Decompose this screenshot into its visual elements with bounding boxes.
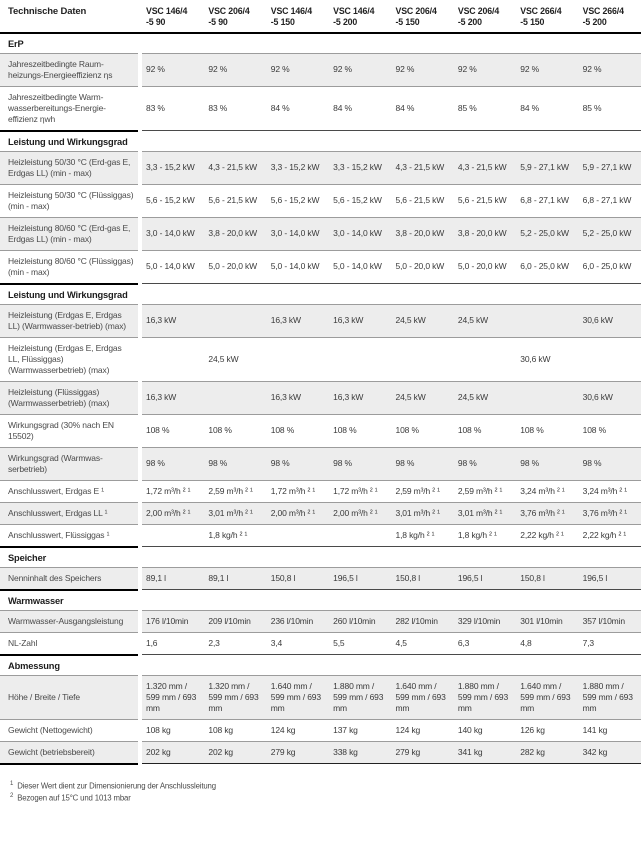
value-cell: 196,5 l [582,572,608,583]
value-cell: 24,5 kW [457,315,489,326]
row-values [142,337,641,381]
value-cell: 98 % [333,458,352,469]
value-cell: 3,3 - 15,2 kW [270,162,320,173]
table-row [0,381,641,414]
row-label: Gewicht (Nettogewicht) [0,719,138,741]
table-row [0,675,641,719]
value-cell: 2,59 m³/h ² ¹ [395,485,440,496]
value-cell: 108 kg [146,724,171,735]
value-cell: 92 % [270,64,290,75]
value-cell: 3,24 m³/h ² ¹ [520,485,565,496]
value-cell: 357 l/10min [582,615,625,626]
value-cell: 84 % [333,102,352,113]
value-cell [142,338,204,381]
table-row [0,304,641,337]
value-cell: 84 % [270,102,290,113]
column-variant: -5 150 [270,17,295,28]
table-row [0,250,641,283]
row-label: Wirkungsgrad (Warmwas-serbetrieb) [0,447,138,480]
column-model: VSC 206/4 [395,6,437,16]
value-cell: 92 % [333,64,352,75]
value-cell: 6,0 - 25,0 kW [520,261,569,272]
value-cell: 3,8 - 20,0 kW [457,228,507,239]
value-cell: 83 % [208,102,228,113]
value-cell: 4,3 - 21,5 kW [457,162,507,173]
section-title: Abmessung [0,654,138,675]
value-cell: 126 kg [520,724,545,735]
footnote [10,779,641,792]
table-row [0,151,641,184]
page-title: Technische Daten [8,6,87,17]
section-header-row [0,654,641,675]
row-label: Heizleistung (Erdgas E, Erdgas LL, Flüssiggas) (Warmwasserbetrieb) (max) [0,337,138,381]
value-cell: 5,0 - 20,0 kW [208,261,257,272]
table-row [0,414,641,447]
row-label: Jahreszeitbedingte Warm-wasserbereitungs-Energie-effizienz ηwh [0,86,138,130]
value-cell: 92 % [520,64,540,75]
table-row [0,719,641,741]
section-header-row [0,130,641,151]
row-values [142,53,641,86]
value-cell: 202 kg [146,746,171,757]
value-cell: 108 % [582,425,606,436]
value-cell: 16,3 kW [333,315,364,326]
table-row [0,53,641,86]
row-label: Heizleistung 80/60 °C (Erd-gas E, Erdgas LL) (min - max) [0,217,138,250]
column-model: VSC 146/4 [146,6,188,16]
section-header-row [0,546,641,567]
column-variant: -5 200 [582,17,607,28]
value-cell: 141 kg [582,724,608,735]
value-cell: 108 % [208,425,232,436]
value-cell: 1.880 mm / 599 mm / 693 mm [333,680,384,713]
table-row [0,86,641,130]
value-cell: 329 l/10min [457,615,501,626]
value-cell: 5,0 - 14,0 kW [333,261,382,272]
value-cell: 196,5 l [457,572,483,583]
value-cell: 236 l/10min [270,615,314,626]
column-header [392,4,454,29]
value-cell: 124 kg [395,724,421,735]
value-cell: 98 % [457,458,477,469]
value-cell: 5,0 - 20,0 kW [395,261,445,272]
row-values [142,184,641,217]
value-cell: 108 % [270,425,295,436]
footnote [10,791,641,804]
value-cell: 5,2 - 25,0 kW [520,228,569,239]
value-cell: 3,76 m³/h ² ¹ [582,507,627,518]
row-label: Anschlusswert, Flüssiggas ¹ [0,524,138,546]
value-cell: 2,00 m³/h ² ¹ [146,507,191,518]
value-cell: 108 % [520,425,544,436]
column-model: VSC 206/4 [457,6,500,16]
value-cell: 2,3 [208,637,220,648]
value-cell: 338 kg [333,746,358,757]
value-cell [267,525,329,546]
value-cell: 98 % [395,458,415,469]
value-cell: 3,01 m³/h ² ¹ [208,507,253,518]
column-variant: -5 200 [457,17,482,28]
row-label: Jahreszeitbedingte Raum-heizungs-Energieeffizienz ηs [0,53,138,86]
value-cell: 98 % [520,458,540,469]
value-cell: 5,0 - 14,0 kW [146,261,195,272]
value-cell: 202 kg [208,746,233,757]
value-cell: 85 % [582,102,602,113]
value-cell: 5,6 - 21,5 kW [395,195,445,206]
table-row [0,480,641,502]
row-label: Heizleistung 50/30 °C (Flüssiggas) (min - max) [0,184,138,217]
value-cell: 150,8 l [270,572,296,583]
value-cell: 5,2 - 25,0 kW [582,228,632,239]
table-row [0,337,641,381]
value-cell: 7,3 [582,637,594,648]
value-cell: 24,5 kW [395,315,426,326]
value-cell [516,305,578,337]
row-label: Anschlusswert, Erdgas LL ¹ [0,502,138,524]
value-cell: 89,1 l [208,572,229,583]
footnote-marker: 1 [10,780,14,787]
value-cell: 24,5 kW [457,392,489,403]
value-cell: 3,76 m³/h ² ¹ [520,507,565,518]
value-cell [579,338,641,381]
section-title: Speicher [0,546,138,567]
column-model: VSC 266/4 [520,6,562,16]
value-cell: 1.880 mm / 599 mm / 693 mm [457,680,509,713]
value-cell: 3,0 - 14,0 kW [270,228,320,239]
value-cell: 4,3 - 21,5 kW [208,162,257,173]
row-values [142,567,641,589]
row-label: Nenninhalt des Speichers [0,567,138,589]
row-values [142,719,641,741]
row-label: Heizleistung 80/60 °C (Flüssiggas) (min - max) [0,250,138,283]
table-row [0,632,641,654]
table-row [0,610,641,632]
value-cell: 1.640 mm / 599 mm / 693 mm [520,680,571,713]
value-cell: 260 l/10min [333,615,376,626]
value-cell: 5,6 - 15,2 kW [146,195,195,206]
column-header [204,4,266,29]
table-header-row [0,4,641,34]
table-row [0,567,641,589]
table-row [0,502,641,524]
value-cell: 16,3 kW [270,392,301,403]
value-cell: 2,22 kg/h ² ¹ [582,529,627,540]
section-header-row [0,589,641,610]
value-cell: 1.640 mm / 599 mm / 693 mm [395,680,446,713]
column-header [142,4,204,29]
value-cell: 16,3 kW [333,392,364,403]
section-header-row [0,283,641,304]
row-values [142,675,641,719]
value-cell: 1,8 kg/h ² ¹ [395,529,435,540]
column-variant: -5 200 [333,17,358,28]
value-cell: 1,8 kg/h ² ¹ [208,529,248,540]
column-variant: -5 90 [208,17,228,28]
row-values [142,632,641,654]
value-cell: 196,5 l [333,572,358,583]
row-values [142,414,641,447]
value-cell: 92 % [208,64,228,75]
value-cell: 30,6 kW [520,353,551,364]
value-cell: 209 l/10min [208,615,251,626]
value-cell: 140 kg [457,724,483,735]
value-cell: 5,6 - 21,5 kW [457,195,507,206]
row-values [142,741,641,763]
value-cell: 150,8 l [520,572,545,583]
row-values [142,447,641,480]
value-cell: 2,00 m³/h ² ¹ [270,507,316,518]
value-cell: 5,6 - 15,2 kW [270,195,320,206]
value-cell: 108 % [457,425,482,436]
value-cell: 3,4 [270,637,283,648]
value-cell: 92 % [582,64,602,75]
column-model: VSC 146/4 [270,6,312,16]
value-cell: 5,0 - 14,0 kW [270,261,320,272]
value-cell: 92 % [395,64,415,75]
row-values [142,502,641,524]
table-row [0,217,641,250]
value-cell: 4,3 - 21,5 kW [395,162,445,173]
value-cell: 3,0 - 14,0 kW [146,228,195,239]
value-cell: 3,8 - 20,0 kW [208,228,257,239]
value-cell: 1.320 mm / 599 mm / 693 mm [208,680,259,713]
value-cell: 1,72 m³/h ² ¹ [333,485,378,496]
row-values [142,86,641,130]
row-label: NL-Zahl [0,632,138,654]
value-cell [204,382,266,414]
row-label: Gewicht (betriebsbereit) [0,741,138,763]
value-cell: 98 % [582,458,602,469]
value-cell [329,338,391,381]
value-cell: 108 % [146,425,170,436]
value-cell: 279 kg [395,746,421,757]
footnote-text: Dieser Wert dient zur Dimensionierung der Anschlussleitung [17,781,216,791]
value-cell: 1,8 kg/h ² ¹ [457,529,497,540]
column-headers [142,4,641,29]
value-cell: 2,59 m³/h ² ¹ [457,485,503,496]
row-label: Heizleistung 50/30 °C (Erd-gas E, Erdgas LL) (min - max) [0,151,138,184]
row-label: Heizleistung (Flüssiggas) (Warmwasserbetrieb) (max) [0,381,138,414]
value-cell: 108 % [395,425,419,436]
value-cell: 5,9 - 27,1 kW [520,162,569,173]
row-values [142,250,641,283]
value-cell: 108 kg [208,724,233,735]
value-cell: 83 % [146,102,165,113]
column-header [516,4,578,29]
column-variant: -5 90 [146,17,166,28]
value-cell: 3,01 m³/h ² ¹ [395,507,440,518]
footnote-marker: 2 [10,793,14,800]
value-cell: 92 % [457,64,477,75]
value-cell: 137 kg [333,724,358,735]
value-cell [454,338,516,381]
value-cell [142,525,204,546]
row-label: Höhe / Breite / Tiefe [0,675,138,719]
section-rule [142,34,641,53]
table-row [0,741,641,763]
value-cell: 84 % [520,102,540,113]
section-rule [142,589,641,610]
value-cell: 89,1 l [146,572,166,583]
column-variant: -5 150 [520,17,545,28]
section-title: Leistung und Wirkungsgrad [0,130,138,151]
footnote-text: Bezogen auf 15°C und 1013 mbar [17,794,131,804]
table-bottom-rule [0,763,641,765]
value-cell: 2,00 m³/h ² ¹ [333,507,378,518]
value-cell: 6,8 - 27,1 kW [582,195,632,206]
value-cell: 98 % [208,458,228,469]
value-cell: 6,8 - 27,1 kW [520,195,569,206]
value-cell [267,338,329,381]
value-cell: 84 % [395,102,415,113]
section-title: Warmwasser [0,589,138,610]
value-cell: 6,0 - 25,0 kW [582,261,632,272]
section-rule [142,130,641,151]
value-cell: 4,8 [520,637,532,648]
value-cell: 301 l/10min [520,615,563,626]
value-cell: 5,6 - 21,5 kW [208,195,257,206]
value-cell: 342 kg [582,746,608,757]
value-cell: 3,0 - 14,0 kW [333,228,382,239]
value-cell: 98 % [270,458,290,469]
spec-table-body [0,34,641,763]
value-cell: 5,0 - 20,0 kW [457,261,507,272]
value-cell: 3,3 - 15,2 kW [333,162,382,173]
value-cell: 5,6 - 15,2 kW [333,195,382,206]
value-cell: 3,8 - 20,0 kW [395,228,445,239]
value-cell: 1,72 m³/h ² ¹ [146,485,191,496]
value-cell: 4,5 [395,637,407,648]
value-cell: 24,5 kW [208,353,239,364]
row-values [142,304,641,337]
value-cell: 2,59 m³/h ² ¹ [208,485,253,496]
row-values [142,217,641,250]
value-cell: 1.880 mm / 599 mm / 693 mm [582,680,633,713]
column-header [579,4,641,29]
column-model: VSC 146/4 [333,6,375,16]
section-header-row [0,34,641,53]
value-cell [329,525,391,546]
value-cell: 1.640 mm / 599 mm / 693 mm [270,680,321,713]
value-cell: 279 kg [270,746,296,757]
table-row [0,524,641,546]
footnotes [0,765,641,804]
section-rule [142,654,641,675]
value-cell: 5,9 - 27,1 kW [582,162,632,173]
column-variant: -5 150 [395,17,420,28]
value-cell [204,305,266,337]
row-values [142,524,641,546]
value-cell: 24,5 kW [395,392,426,403]
column-model: VSC 206/4 [208,6,250,16]
section-rule [142,283,641,304]
column-header [454,4,516,29]
value-cell: 1,72 m³/h ² ¹ [270,485,316,496]
column-model: VSC 266/4 [582,6,624,16]
value-cell: 124 kg [270,724,296,735]
value-cell: 16,3 kW [146,392,177,403]
row-label: Heizleistung (Erdgas E, Erdgas LL) (Warmwasser-betrieb) (max) [0,304,138,337]
row-values [142,610,641,632]
value-cell: 3,01 m³/h ² ¹ [457,507,503,518]
value-cell: 92 % [146,64,165,75]
value-cell: 150,8 l [395,572,420,583]
table-row [0,184,641,217]
value-cell: 6,3 [457,637,470,648]
value-cell [392,338,454,381]
value-cell: 1.320 mm / 599 mm / 693 mm [146,680,197,713]
value-cell [516,382,578,414]
section-title: Leistung und Wirkungsgrad [0,283,138,304]
row-values [142,151,641,184]
value-cell: 108 % [333,425,357,436]
value-cell: 341 kg [457,746,483,757]
value-cell: 5,5 [333,637,345,648]
value-cell: 2,22 kg/h ² ¹ [520,529,564,540]
value-cell: 3,3 - 15,2 kW [146,162,195,173]
column-header [267,4,329,29]
section-title: ErP [8,38,24,49]
row-values [142,381,641,414]
column-header [329,4,391,29]
value-cell: 1,6 [146,637,158,648]
value-cell: 176 l/10min [146,615,189,626]
table-row [0,447,641,480]
value-cell: 30,6 kW [582,315,613,326]
value-cell: 16,3 kW [146,315,177,326]
row-label: Wirkungsgrad (30% nach EN 15502) [0,414,138,447]
row-label: Warmwasser-Ausgangsleistung [0,610,138,632]
row-values [142,480,641,502]
value-cell: 85 % [457,102,477,113]
value-cell: 3,24 m³/h ² ¹ [582,485,627,496]
value-cell: 282 l/10min [395,615,438,626]
value-cell: 282 kg [520,746,545,757]
value-cell: 98 % [146,458,165,469]
row-label: Anschlusswert, Erdgas E ¹ [0,480,138,502]
section-rule [142,546,641,567]
value-cell: 16,3 kW [270,315,301,326]
value-cell: 30,6 kW [582,392,613,403]
